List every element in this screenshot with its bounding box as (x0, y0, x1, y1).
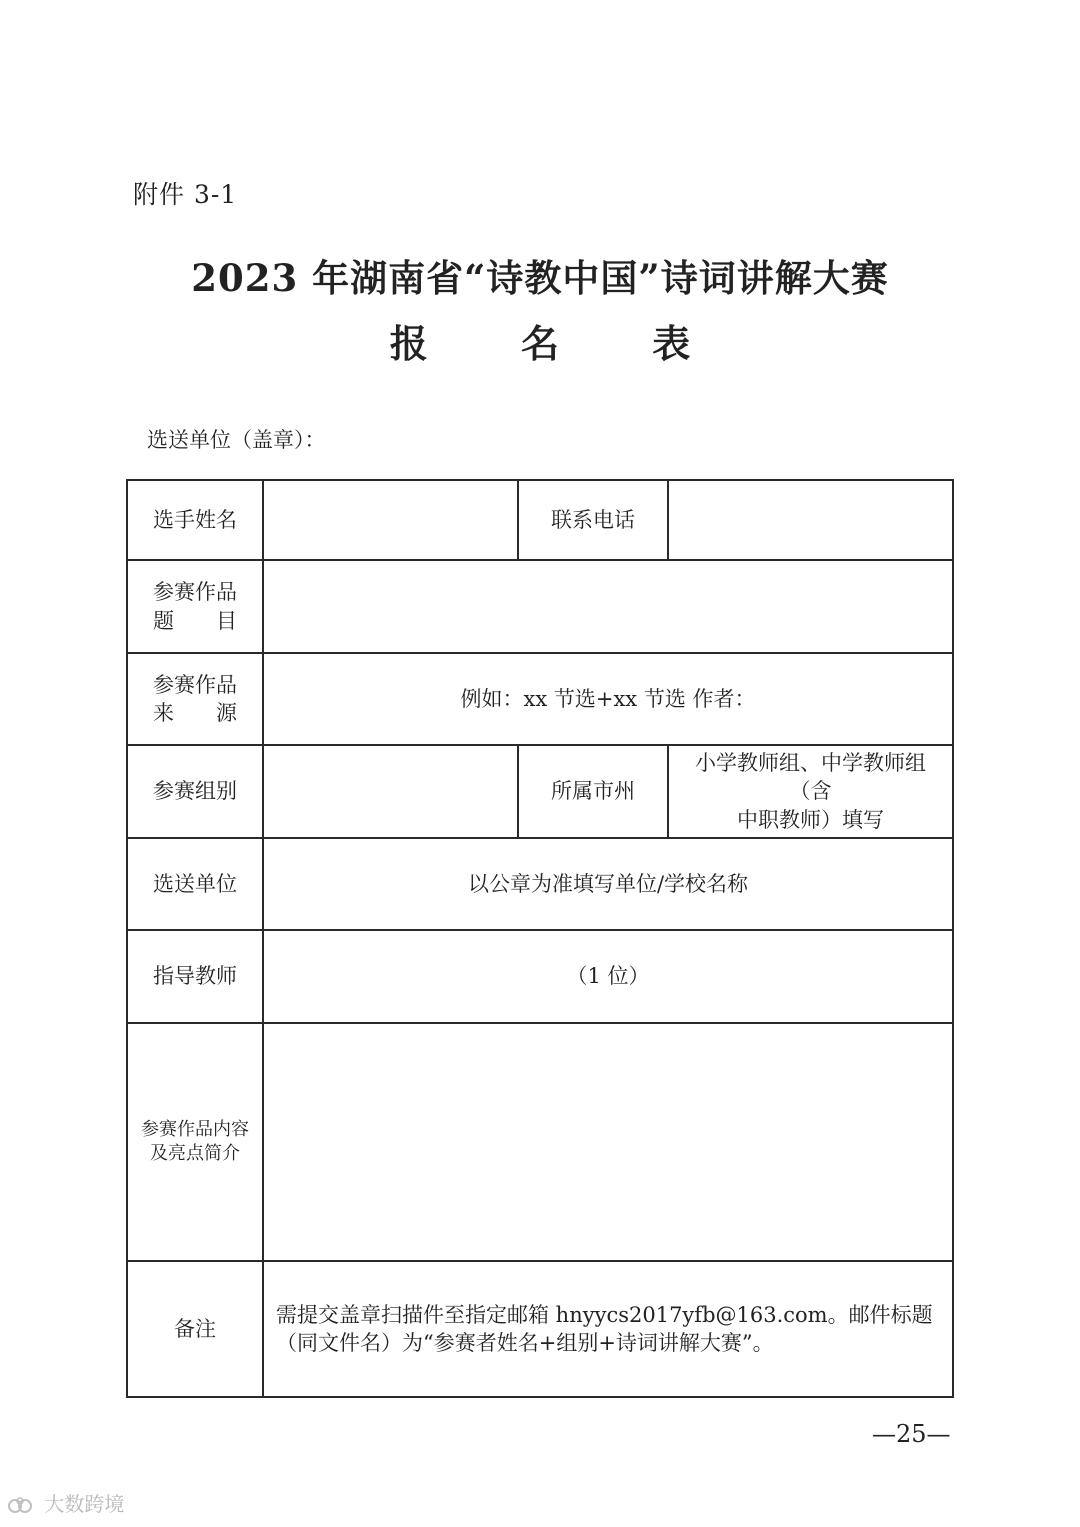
unit-label: 选送单位 (127, 838, 263, 930)
attachment-label: 附件 3-1 (133, 180, 238, 209)
instructor-field[interactable] (263, 930, 953, 1023)
table-row (127, 838, 953, 930)
contestant-name-field[interactable] (263, 480, 518, 560)
logo-icon (8, 1496, 34, 1516)
work-title-field[interactable] (263, 560, 953, 653)
city-field[interactable] (668, 745, 953, 838)
work-title-label-line1: 参赛作品 (153, 580, 237, 605)
table-row (127, 1261, 953, 1397)
intro-field[interactable] (263, 1023, 953, 1261)
watermark (8, 1488, 124, 1517)
remarks-label: 备注 (127, 1261, 263, 1397)
work-source-hint: 例如：xx 节选+xx 节选 作者： (460, 686, 756, 711)
intro-label (127, 1023, 263, 1261)
table-row (127, 1023, 953, 1261)
group-hint-line1: 小学教师组、中学教师组（含 (695, 750, 926, 804)
instructor-hint: （1 位） (566, 964, 650, 989)
work-title-label (127, 560, 263, 653)
city-label: 所属市州 (518, 745, 668, 838)
work-title-label-line2: 题 目 (153, 608, 237, 633)
page-title: 2023 年湖南省“诗教中国”诗词讲解大赛 (191, 256, 889, 300)
phone-label: 联系电话 (518, 480, 668, 560)
table-row (127, 653, 953, 745)
work-source-label-line1: 参赛作品 (153, 672, 237, 697)
page-number: —25— (872, 1420, 951, 1448)
remarks-text: 需提交盖章扫描件至指定邮箱 hnyycs2017yfb@163.com。邮件标题（同文件名）为“参赛者姓名+组别+诗词讲解大赛”。 (263, 1261, 953, 1397)
sending-unit-label: 选送单位（盖章）： (147, 428, 326, 452)
unit-field[interactable] (263, 838, 953, 930)
table-row (127, 560, 953, 653)
group-field[interactable] (263, 745, 518, 838)
group-label: 参赛组别 (127, 745, 263, 838)
group-hint-line2: 中职教师）填写 (737, 807, 884, 832)
instructor-label: 指导教师 (127, 930, 263, 1023)
registration-form-table (126, 479, 954, 1398)
page-subtitle: 报 名 表 (389, 321, 731, 366)
unit-hint: 以公章为准填写单位/学校名称 (467, 871, 749, 896)
work-source-label-line2: 来 源 (153, 701, 237, 725)
intro-label-line2: 及亮点简介 (150, 1143, 240, 1164)
phone-field[interactable] (668, 480, 953, 560)
contestant-name-label: 选手姓名 (127, 480, 263, 560)
intro-label-line1: 参赛作品内容 (141, 1118, 249, 1140)
work-source-label (127, 653, 263, 745)
watermark-text: 大数跨境 (44, 1492, 125, 1516)
table-row (127, 480, 953, 560)
table-row (127, 745, 953, 838)
work-source-field[interactable] (263, 653, 953, 745)
table-row (127, 930, 953, 1023)
